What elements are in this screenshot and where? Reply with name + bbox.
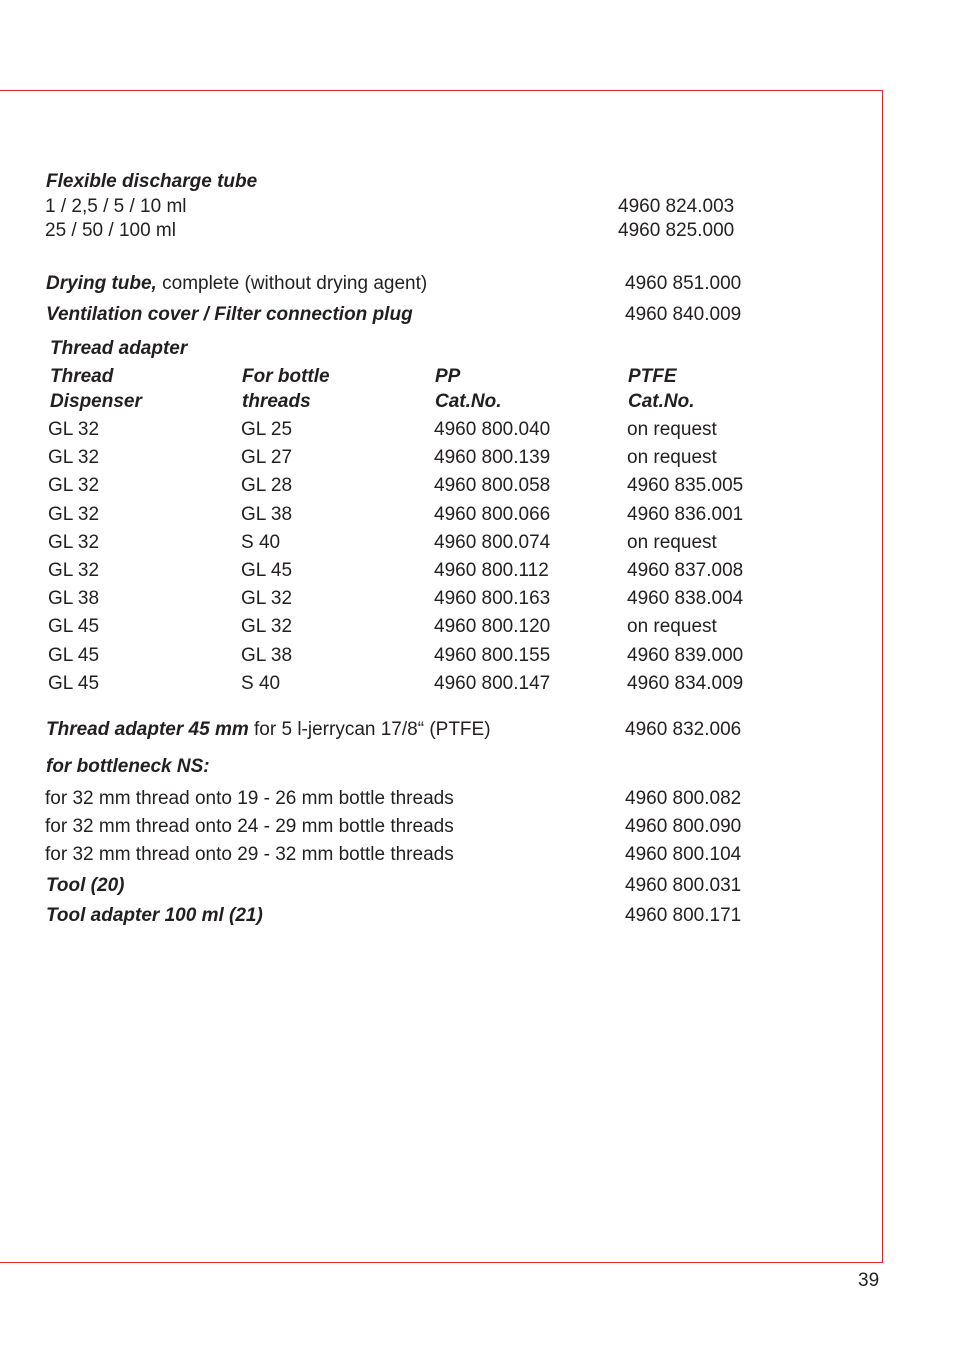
flexible-tube-row-1-catno: 4960 824.003 (618, 196, 735, 217)
cell-ptfe: on request (627, 447, 717, 468)
cell-thread: GL 32 (48, 532, 100, 553)
cell-pp: 4960 800.040 (434, 419, 551, 440)
cell-bottle: GL 38 (241, 645, 293, 666)
col-header-ptfe-2: Cat.No. (628, 391, 695, 412)
cell-pp: 4960 800.139 (434, 447, 551, 468)
cell-ptfe: 4960 835.005 (627, 475, 744, 496)
cell-thread: GL 45 (48, 616, 100, 637)
cell-bottle: S 40 (241, 532, 281, 553)
cell-pp: 4960 800.066 (434, 504, 551, 525)
cell-pp: 4960 800.147 (434, 673, 551, 694)
cell-bottle: GL 32 (241, 616, 293, 637)
col-header-bottle-2: threads (242, 391, 311, 412)
page-number: 39 (858, 1270, 880, 1291)
cell-thread: GL 32 (48, 447, 100, 468)
col-header-pp-2: Cat.No. (435, 391, 502, 412)
col-header-ptfe-1: PTFE (628, 366, 677, 387)
cell-ptfe: 4960 838.004 (627, 588, 744, 609)
drying-tube-desc: complete (without drying agent) (162, 273, 428, 294)
adapter-45-title: Thread adapter 45 mm (46, 719, 249, 740)
drying-tube-line (46, 273, 427, 295)
cell-thread: GL 45 (48, 645, 100, 666)
tool-title: Tool (20) (46, 875, 125, 896)
cell-bottle: GL 32 (241, 588, 293, 609)
bottleneck-row-2-catno: 4960 800.090 (625, 816, 742, 837)
bottleneck-row-3-catno: 4960 800.104 (625, 844, 742, 865)
flexible-tube-row-2-catno: 4960 825.000 (618, 220, 735, 241)
thread-adapter-heading: Thread adapter (50, 338, 188, 359)
cell-pp: 4960 800.058 (434, 475, 551, 496)
cell-pp: 4960 800.163 (434, 588, 551, 609)
cell-pp: 4960 800.112 (434, 560, 549, 581)
col-header-thread-2: Dispenser (50, 391, 142, 412)
col-header-thread-1: Thread (50, 366, 114, 387)
flexible-tube-heading: Flexible discharge tube (46, 171, 258, 192)
cell-thread: GL 32 (48, 419, 100, 440)
cell-ptfe: 4960 837.008 (627, 560, 744, 581)
cell-thread: GL 32 (48, 560, 100, 581)
cell-bottle: GL 45 (241, 560, 293, 581)
ventilation-title: Ventilation cover / Filter connection plug (46, 304, 413, 325)
adapter-45-line (46, 719, 491, 741)
ventilation-catno: 4960 840.009 (625, 304, 742, 325)
cell-bottle: GL 27 (241, 447, 293, 468)
cell-ptfe: 4960 834.009 (627, 673, 744, 694)
cell-bottle: GL 28 (241, 475, 293, 496)
cell-ptfe: on request (627, 419, 717, 440)
frame-top-line (0, 90, 883, 91)
adapter-45-catno: 4960 832.006 (625, 719, 742, 740)
tool-catno: 4960 800.031 (625, 875, 742, 896)
frame-right-line (882, 90, 883, 1263)
adapter-45-desc: for 5 l-jerrycan 17/8“ (PTFE) (254, 719, 491, 740)
drying-tube-catno: 4960 851.000 (625, 273, 742, 294)
bottleneck-row-3-label: for 32 mm thread onto 29 - 32 mm bottle threads (45, 844, 454, 865)
flexible-tube-row-2-label: 25 / 50 / 100 ml (45, 220, 176, 241)
bottleneck-heading: for bottleneck NS: (46, 756, 210, 777)
flexible-tube-row-1-label: 1 / 2,5 / 5 / 10 ml (45, 196, 187, 217)
cell-ptfe: 4960 839.000 (627, 645, 744, 666)
frame-bottom-line (0, 1262, 883, 1263)
cell-pp: 4960 800.155 (434, 645, 551, 666)
bottleneck-row-2-label: for 32 mm thread onto 24 - 29 mm bottle threads (45, 816, 454, 837)
cell-thread: GL 32 (48, 504, 100, 525)
cell-thread: GL 32 (48, 475, 100, 496)
cell-pp: 4960 800.120 (434, 616, 551, 637)
cell-bottle: GL 25 (241, 419, 293, 440)
col-header-pp-1: PP (435, 366, 461, 387)
cell-thread: GL 45 (48, 673, 100, 694)
tool-adapter-title: Tool adapter 100 ml (21) (46, 905, 263, 926)
cell-thread: GL 38 (48, 588, 100, 609)
cell-bottle: GL 38 (241, 504, 293, 525)
cell-ptfe: on request (627, 616, 717, 637)
col-header-bottle-1: For bottle (242, 366, 330, 387)
tool-adapter-catno: 4960 800.171 (625, 905, 742, 926)
drying-tube-title: Drying tube, (46, 273, 157, 294)
cell-ptfe: 4960 836.001 (627, 504, 744, 525)
cell-ptfe: on request (627, 532, 717, 553)
bottleneck-row-1-label: for 32 mm thread onto 19 - 26 mm bottle threads (45, 788, 454, 809)
cell-pp: 4960 800.074 (434, 532, 551, 553)
cell-bottle: S 40 (241, 673, 281, 694)
bottleneck-row-1-catno: 4960 800.082 (625, 788, 742, 809)
